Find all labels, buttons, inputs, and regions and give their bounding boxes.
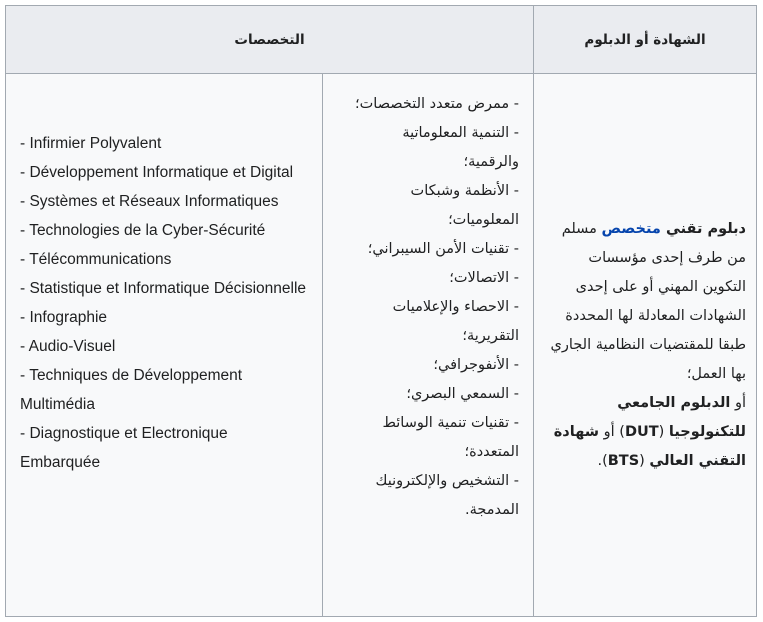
diploma-table: [5, 5, 757, 617]
dut-name: الدبلوم الجامعي للتكنولوجيا: [617, 394, 746, 440]
list-item: - Techniques de Développement Multimédia: [20, 367, 243, 413]
specialized-link[interactable]: متخصص: [601, 220, 661, 237]
list-item: - Diagnostique et Electronique Embarquée: [20, 425, 228, 471]
header-certificate: الشهادة أو الدبلوم: [533, 6, 756, 74]
list-item: - التشخيص والإلكترونيك المدمجة.: [375, 473, 519, 518]
list-item: - Technologies de la Cyber-Sécurité: [20, 222, 266, 239]
list-item: - تقنيات الأمن السيبراني؛: [367, 241, 519, 257]
specialties-arabic-cell: [322, 74, 533, 616]
list-item: - Télécommunications: [20, 251, 172, 268]
dut-abbr: DUT: [624, 423, 659, 440]
certificate-paragraph-1: [542, 215, 746, 389]
certificate-bold-text: دبلوم تقني: [660, 220, 746, 237]
list-item: - Infirmier Polyvalent: [20, 135, 162, 152]
certificate-paragraph-2: [542, 389, 746, 476]
list-item: - تقنيات تنمية الوسائط المتعددة؛: [382, 415, 519, 460]
list-item: - Systèmes et Réseaux Informatiques: [20, 193, 279, 210]
bts-abbr: BTS: [607, 452, 640, 469]
bts-name: شهادة التقني العالي: [553, 423, 746, 469]
paren-open-2: (: [639, 452, 650, 469]
list-item: - الأنفوجرافي؛: [433, 357, 519, 373]
list-item: - ممرض متعدد التخصصات؛: [355, 96, 519, 112]
list-item: - Audio-Visuel: [20, 338, 116, 355]
header-specialties: التخصصات: [6, 6, 533, 74]
list-item: - الأنظمة وشبكات المعلوميات؛: [410, 183, 519, 228]
list-item: - السمعي البصري؛: [406, 386, 519, 402]
specialties-french-cell: [6, 74, 322, 616]
certificate-text: مسلم من طرف إحدى مؤسسات التكوين المهني أو على إحدى الشهادات المعادلة لها المحددة طبقا للمقتضيات النظامية الجاري بها العمل؛: [550, 220, 746, 382]
text-or: أو: [730, 394, 746, 411]
text-or-2: ) أو: [599, 423, 625, 440]
list-item: - Statistique et Informatique Décisionnelle: [20, 280, 307, 297]
paren-open: (: [658, 423, 669, 440]
list-item: - Développement Informatique et Digital: [20, 164, 294, 181]
list-item: - الاحصاء والإعلاميات التقريرية؛: [392, 299, 519, 344]
list-item: - Infographie: [20, 309, 108, 326]
list-item: - التنمية المعلوماتية والرقمية؛: [402, 125, 519, 170]
paren-close: ).: [597, 452, 608, 469]
list-item: - الاتصالات؛: [449, 270, 519, 286]
certificate-cell: [533, 74, 756, 616]
